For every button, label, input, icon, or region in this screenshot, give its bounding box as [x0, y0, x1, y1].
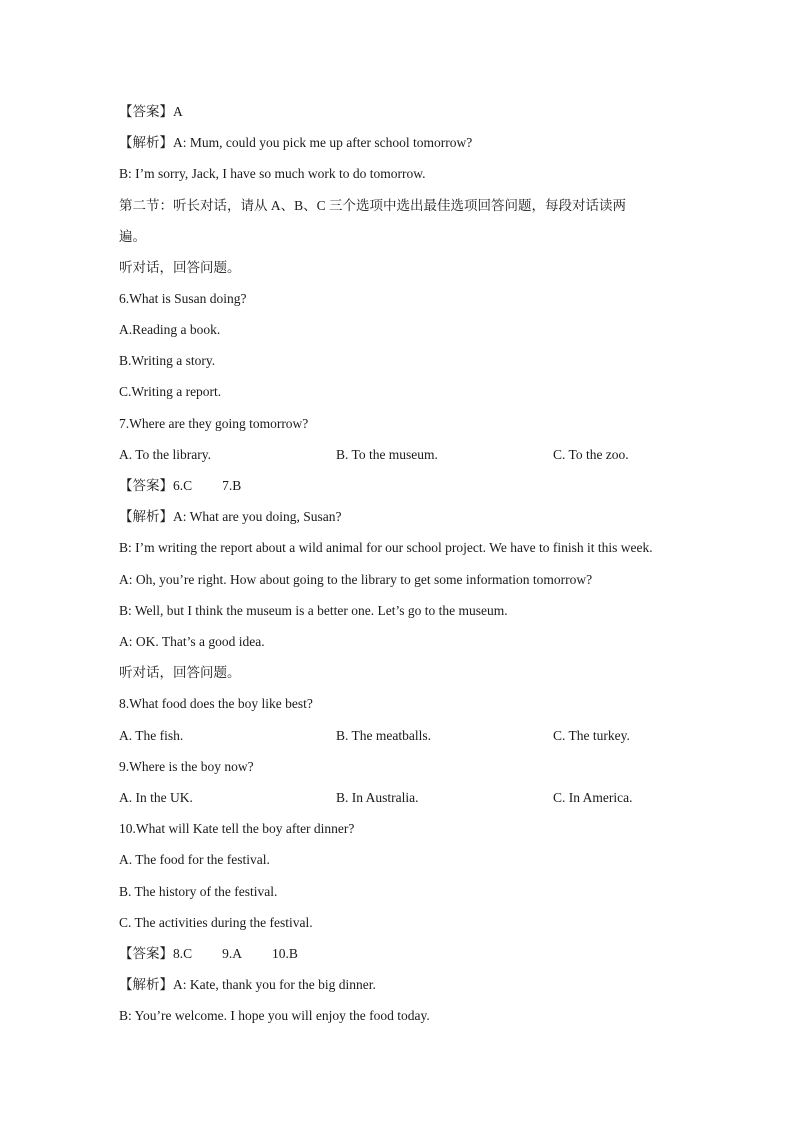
- question-8: 8.What food does the boy like best?: [119, 696, 313, 711]
- section-instruction: 第二节：听长对话，请从 A、B、C 三个选项中选出最佳选项回答问题，每段对话读两: [119, 198, 627, 213]
- dialogue1-line-3: A: Oh, you’re right. How about going to the library to get some information tomorrow?: [119, 572, 593, 587]
- q8-option-a: A. The fish.: [119, 728, 184, 743]
- q7-option-a: A. To the library.: [119, 447, 212, 462]
- dialogue1-line-1: 【解析】A: What are you doing, Susan?: [119, 509, 342, 524]
- question-7: 7.Where are they going tomorrow?: [119, 416, 309, 431]
- q9-option-c: C. In America.: [553, 790, 633, 805]
- q9-option-b: B. In Australia.: [336, 790, 419, 805]
- dialogue1-line-5: A: OK. That’s a good idea.: [119, 634, 265, 649]
- dialogue1-line-2: B: I’m writing the report about a wild animal for our school project. We have to finish it this week.: [119, 540, 653, 555]
- q7-options-row: [119, 446, 679, 464]
- listen-prompt-1: 听对话，回答问题。: [119, 260, 241, 275]
- listen-prompt-2: 听对话，回答问题。: [119, 665, 241, 680]
- answer-10: 10.B: [272, 946, 298, 961]
- q9-options-row: [119, 789, 679, 807]
- question-10: 10.What will Kate tell the boy after dinner?: [119, 821, 355, 836]
- q6-option-a: A.Reading a book.: [119, 322, 221, 337]
- answer-8: 【答案】8.C: [119, 946, 193, 961]
- dialogue1-line-4: B: Well, but I think the museum is a better one. Let’s go to the museum.: [119, 603, 508, 618]
- answer-9: 9.A: [222, 946, 243, 961]
- q10-option-a: A. The food for the festival.: [119, 852, 270, 867]
- question-6: 6.What is Susan doing?: [119, 291, 247, 306]
- q6-option-b: B.Writing a story.: [119, 353, 216, 368]
- analysis-line-5b: B: I’m sorry, Jack, I have so much work to do tomorrow.: [119, 166, 426, 181]
- section-instruction-cont: 遍。: [119, 229, 146, 244]
- answer-line-5: 【答案】A: [119, 104, 183, 119]
- q9-option-a: A. In the UK.: [119, 790, 193, 805]
- answer-line-6-7: [119, 477, 241, 495]
- q8-option-c: C. The turkey.: [553, 728, 630, 743]
- dialogue2-line-2: B: You’re welcome. I hope you will enjoy the food today.: [119, 1008, 430, 1023]
- answer-6: 【答案】6.C: [119, 478, 193, 493]
- analysis-line-5a: 【解析】A: Mum, could you pick me up after school tomorrow?: [119, 135, 473, 150]
- q10-option-b: B. The history of the festival.: [119, 884, 278, 899]
- q7-option-b: B. To the museum.: [336, 447, 438, 462]
- dialogue2-line-1: 【解析】A: Kate, thank you for the big dinner.: [119, 977, 376, 992]
- question-9: 9.Where is the boy now?: [119, 759, 254, 774]
- answer-7: 7.B: [222, 478, 242, 493]
- answer-line-8-10: [119, 945, 298, 963]
- q7-option-c: C. To the zoo.: [553, 447, 629, 462]
- q8-options-row: [119, 727, 679, 745]
- q10-option-c: C. The activities during the festival.: [119, 915, 313, 930]
- q8-option-b: B. The meatballs.: [336, 728, 431, 743]
- q6-option-c: C.Writing a report.: [119, 384, 222, 399]
